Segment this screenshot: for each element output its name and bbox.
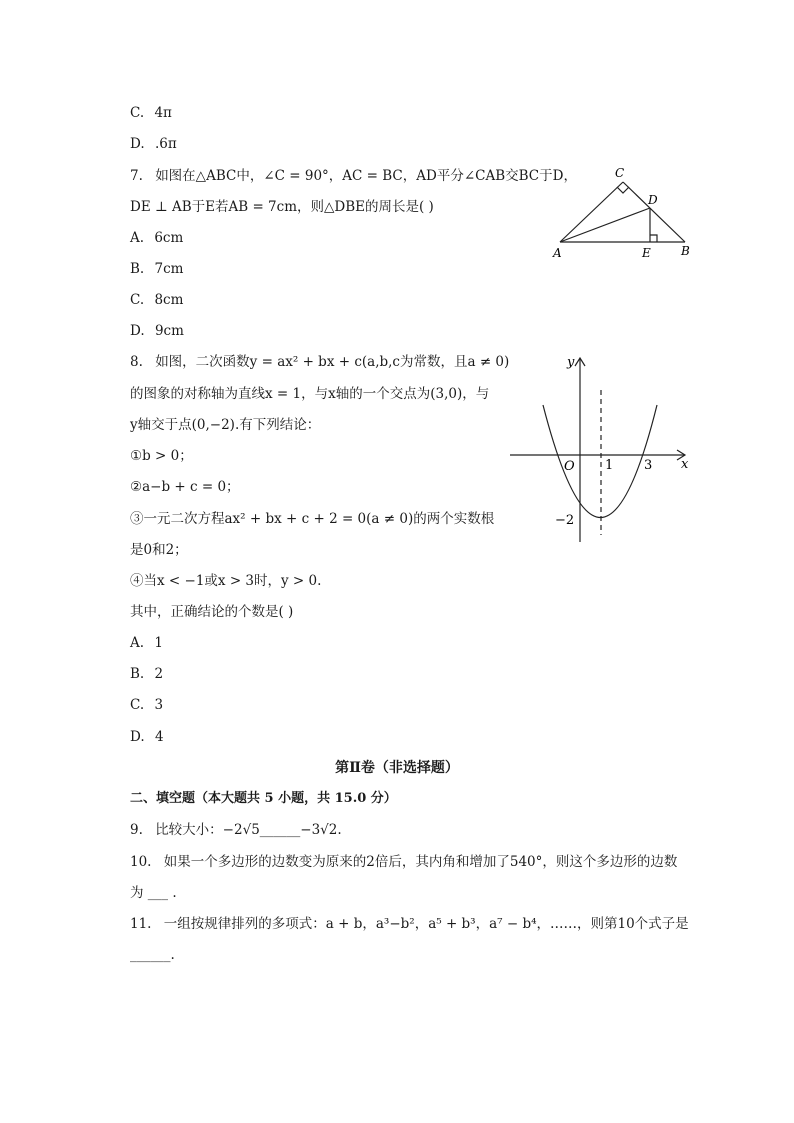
option-letter: C. bbox=[130, 697, 145, 713]
q10-line1 bbox=[130, 852, 677, 872]
question-text: 如图在△ABC中，∠C = 90°，AC = BC，AD平分∠CAB交BC于D， bbox=[155, 168, 577, 184]
q8-option-a bbox=[130, 633, 163, 653]
parabola-graph bbox=[505, 350, 700, 550]
label-a: A bbox=[553, 246, 562, 260]
label-c: C bbox=[615, 166, 625, 180]
q8-conclusion-1: ①b > 0； bbox=[130, 448, 193, 464]
question-number: 8. bbox=[130, 354, 143, 370]
option-letter: B. bbox=[130, 666, 145, 682]
q11-line1 bbox=[130, 914, 689, 934]
q8-conclusion-3a: ③一元二次方程ax² + bx + c + 2 = 0(a ≠ 0)的两个实数根 bbox=[130, 511, 495, 527]
q11-line2: ______. bbox=[130, 947, 175, 963]
q7-option-a bbox=[130, 228, 183, 248]
question-number: 7. bbox=[130, 168, 143, 184]
question-text: 一组按规律排列的多项式：a + b，a³−b²，a⁵ + b³，a⁷ − b⁴，……，则第10个式子是 bbox=[163, 916, 689, 932]
section-heading: 二、填空题（本大题共 5 小题，共 15.0 分） bbox=[130, 791, 397, 806]
parabola-curve bbox=[543, 405, 657, 518]
option-value: 6cm bbox=[154, 230, 184, 246]
question-number: 11. bbox=[130, 916, 152, 932]
label-d: D bbox=[648, 193, 658, 207]
tick-label-3: 3 bbox=[644, 458, 653, 473]
q7-option-b bbox=[130, 259, 183, 279]
option-letter: A. bbox=[130, 635, 145, 651]
option-value: 7cm bbox=[154, 261, 184, 277]
segment-ad bbox=[560, 208, 650, 242]
option-letter: B. bbox=[130, 261, 145, 277]
option-value: 1 bbox=[154, 635, 163, 651]
tick-label-1: 1 bbox=[605, 458, 614, 473]
q7-line1 bbox=[130, 166, 577, 186]
q8-option-d bbox=[130, 727, 164, 747]
x-axis-label: x bbox=[681, 457, 689, 472]
option-value: 8cm bbox=[154, 292, 184, 308]
origin-label: O bbox=[564, 459, 575, 474]
q8-question: 其中，正确结论的个数是( ) bbox=[130, 604, 294, 620]
q8-line3: y轴交于点(0,−2).有下列结论： bbox=[130, 417, 321, 433]
question-text: 如图，二次函数y = ax² + bx + c(a,b,c为常数，且a ≠ 0) bbox=[155, 354, 510, 370]
option-value: 4π bbox=[154, 105, 172, 121]
q10-line2: 为 ___ . bbox=[130, 885, 177, 901]
question-number: 9. bbox=[130, 822, 143, 838]
side-cb bbox=[623, 182, 685, 242]
y-axis-label: y bbox=[567, 355, 575, 370]
option-letter: A. bbox=[130, 230, 145, 246]
option-c-q6 bbox=[130, 103, 172, 123]
q8-option-b bbox=[130, 664, 163, 684]
question-text: 如果一个多边形的边数变为原来的2倍后，其内角和增加了540°，则这个多边形的边数 bbox=[163, 854, 678, 870]
right-angle-mark-e bbox=[650, 235, 657, 242]
side-ac bbox=[560, 182, 623, 242]
q9-line bbox=[130, 820, 342, 840]
option-value: 2 bbox=[154, 666, 164, 682]
option-letter: D. bbox=[130, 729, 145, 745]
option-value: 4 bbox=[154, 729, 164, 745]
q8-conclusion-4: ④当x < −1或x > 3时，y > 0. bbox=[130, 573, 322, 589]
option-letter: D. bbox=[130, 136, 145, 152]
option-value: 9cm bbox=[154, 323, 184, 339]
question-number: 10. bbox=[130, 854, 152, 870]
option-letter: C. bbox=[130, 105, 145, 121]
q8-line2: 的图象的对称轴为直线x = 1，与x轴的一个交点为(3,0)，与 bbox=[130, 386, 490, 402]
q7-option-c bbox=[130, 290, 183, 310]
option-letter: D. bbox=[130, 323, 145, 339]
tick-label-minus-2: −2 bbox=[555, 513, 575, 528]
section-title: 第Ⅱ卷（非选择题） bbox=[335, 760, 459, 776]
question-text: 比较大小：−2√5______−3√2. bbox=[155, 822, 342, 838]
label-b: B bbox=[681, 244, 690, 258]
option-d-q6 bbox=[130, 134, 177, 154]
triangle-figure bbox=[545, 162, 705, 262]
q7-option-d bbox=[130, 321, 184, 341]
q8-option-c bbox=[130, 695, 163, 715]
q8-conclusion-3b: 是0和2； bbox=[130, 542, 188, 558]
option-letter: C. bbox=[130, 292, 145, 308]
q8-line1 bbox=[130, 352, 509, 372]
q8-conclusion-2: ②a−b + c = 0； bbox=[130, 479, 240, 495]
option-value: 3 bbox=[154, 697, 164, 713]
option-value: .6π bbox=[154, 136, 177, 152]
label-e: E bbox=[642, 246, 651, 260]
q7-line2: DE ⊥ AB于E若AB = 7cm，则△DBE的周长是( ) bbox=[130, 199, 434, 215]
right-angle-mark-c bbox=[617, 187, 629, 193]
